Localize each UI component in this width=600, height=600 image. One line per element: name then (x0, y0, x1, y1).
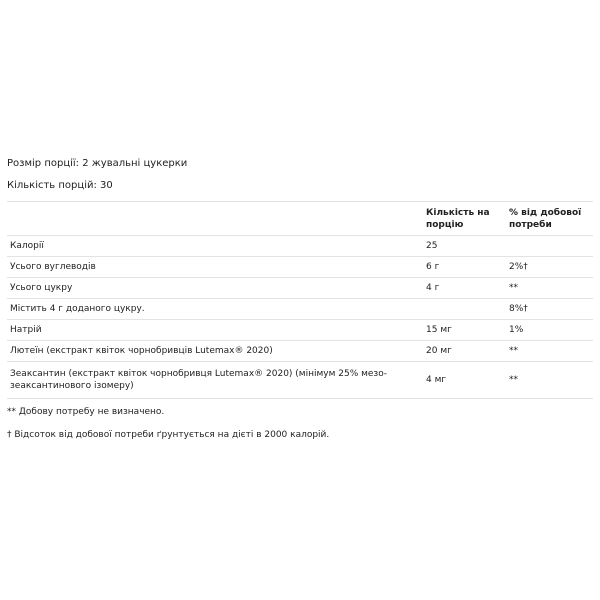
table-row (7, 362, 593, 399)
table-header-row (7, 202, 593, 236)
nutrient-amount: 6 г (426, 262, 440, 272)
table-row (7, 278, 593, 299)
nutrient-daily-value: 1% (509, 325, 524, 335)
nutrient-daily-value: 8%† (509, 304, 528, 314)
footnote-daily-value-not-established: ** Добову потребу не визначено. (7, 407, 165, 417)
nutrient-daily-value: ** (509, 346, 518, 356)
nutrient-daily-value: 2%† (509, 262, 528, 272)
nutrient-name: Усього вуглеводів (10, 262, 96, 272)
nutrient-name: Лютеїн (екстракт квіток чорнобривців Lutemax® 2020) (10, 346, 273, 356)
header-amount: Кількість на порцію (426, 207, 490, 230)
table-row (7, 299, 593, 320)
nutrient-amount: 25 (426, 241, 438, 251)
header-daily-value: % від добової потреби (509, 207, 582, 230)
nutrient-name: Зеаксантин (екстракт квіток чорнобривця Lutemax® 2020) (мінімум 25% мезо-зеаксантинового ізомеру) (10, 369, 387, 391)
nutrient-amount: 20 мг (426, 346, 452, 356)
header-name (7, 202, 426, 236)
nutrient-amount (426, 299, 509, 320)
table-row (7, 320, 593, 341)
nutrient-daily-value: ** (509, 375, 518, 385)
nutrient-amount: 4 г (426, 283, 440, 293)
table-row (7, 257, 593, 278)
nutrient-name: Калорії (10, 241, 44, 251)
nutrient-name: Усього цукру (10, 283, 73, 293)
nutrient-amount: 15 мг (426, 325, 452, 335)
nutrient-daily-value: ** (509, 283, 518, 293)
footnote-percent-basis: † Відсоток від добової потреби ґрунтується на дієті в 2000 калорій. (7, 430, 330, 440)
servings-per-container: Кількість порцій: 30 (7, 180, 113, 191)
supplement-facts-table (7, 201, 593, 399)
nutrient-name: Містить 4 г доданого цукру. (10, 304, 145, 314)
nutrient-amount: 4 мг (426, 375, 447, 385)
table-row (7, 236, 593, 257)
serving-size: Розмір порції: 2 жувальні цукерки (7, 158, 188, 169)
nutrient-name: Натрій (10, 325, 42, 335)
table-row (7, 341, 593, 362)
nutrient-daily-value (509, 236, 593, 257)
